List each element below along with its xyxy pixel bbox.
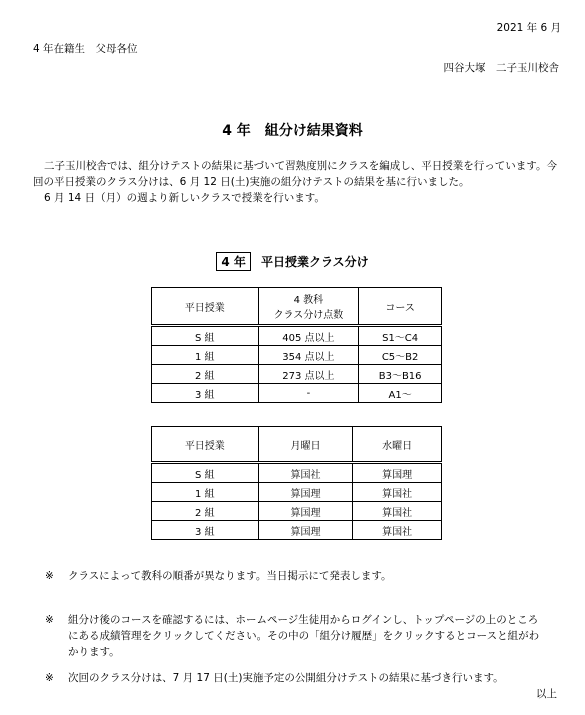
table-header-row [152, 288, 442, 326]
recipient-line: 4 年在籍生 父母各位 [33, 43, 138, 55]
intro-paragraph-1: 二子玉川校舎では、組分けテストの結果に基づいて習熟度別にクラスを編成し、平日授業を行っています。今回の平日授業のクラス分けは、6 月 12 日(土)実施の組分けテストの結果を基に行いました。 [33, 160, 557, 188]
table-header-cell: 平日授業 [152, 427, 259, 463]
table-cell: B3～B16 [359, 365, 442, 384]
note-mark: ※ [45, 614, 54, 626]
note-2 [45, 612, 543, 660]
table-cell: S1～C4 [359, 326, 442, 346]
table-cell: 273 点以上 [258, 365, 359, 384]
document-date: 2021 年 6 月 [496, 22, 561, 34]
schedule-table [151, 426, 442, 540]
table-header-cell: 平日授業 [152, 288, 259, 326]
table-row [152, 346, 442, 365]
table-cell: 算国理 [258, 521, 353, 540]
table-row [152, 384, 442, 403]
table-row [152, 365, 442, 384]
table-cell: 2 組 [152, 502, 259, 521]
table-cell: 算国社 [353, 502, 442, 521]
table-row [152, 483, 442, 502]
table-header-cell: 月曜日 [258, 427, 353, 463]
note-3-text: 次回のクラス分けは、7 月 17 日(土)実施予定の公開組分けテストの結果に基づき行います。 [68, 672, 504, 684]
table-cell: 算国理 [258, 502, 353, 521]
table-row [152, 326, 442, 346]
closing-text: 以上 [536, 688, 557, 700]
table-header-cell: 水曜日 [353, 427, 442, 463]
table-cell: 354 点以上 [258, 346, 359, 365]
table-header-cell: 4 教科 クラス分け点数 [258, 288, 359, 326]
grade-box: 4 年 [216, 252, 251, 271]
intro-paragraph-2: 6 月 14 日（月）の週より新しいクラスで授業を行います。 [44, 192, 325, 204]
table-cell: A1～ [359, 384, 442, 403]
table-cell: 算国理 [353, 463, 442, 483]
table-cell: C5～B2 [359, 346, 442, 365]
note-mark: ※ [45, 672, 54, 684]
table-cell: 405 点以上 [258, 326, 359, 346]
table-cell: S 組 [152, 326, 259, 346]
score-table [151, 287, 442, 403]
table-cell: 算国社 [258, 463, 353, 483]
table-header-cell: コース [359, 288, 442, 326]
intro-text [33, 158, 563, 206]
note-1-text: クラスによって教科の順番が異なります。当日掲示にて発表します。 [68, 570, 392, 582]
table-header-row [152, 427, 442, 463]
section-heading [0, 252, 585, 271]
table-cell: - [258, 384, 359, 403]
table-cell: 3 組 [152, 384, 259, 403]
table-row [152, 463, 442, 483]
table-cell: 算国理 [258, 483, 353, 502]
note-2-text: 組分け後のコースを確認するには、ホームページ生徒用からログインし、トップページの上のところにある成績管理をクリックしてください。その中の「組分け履歴」をクリックするとコースと組がわかります。 [68, 614, 540, 658]
table-row [152, 521, 442, 540]
table-cell: S 組 [152, 463, 259, 483]
document-title: 4 年 組分け結果資料 [222, 123, 363, 139]
table-cell: 3 組 [152, 521, 259, 540]
table-cell: 算国社 [353, 521, 442, 540]
note-1 [45, 568, 543, 584]
table-row [152, 502, 442, 521]
section-heading-label: 平日授業クラス分け [260, 255, 369, 269]
table-cell: 2 組 [152, 365, 259, 384]
table-cell: 1 組 [152, 483, 259, 502]
note-3 [45, 670, 543, 686]
table-cell: 算国社 [353, 483, 442, 502]
table-cell: 1 組 [152, 346, 259, 365]
school-name: 四谷大塚 二子玉川校舎 [443, 62, 559, 74]
note-mark: ※ [45, 570, 54, 582]
